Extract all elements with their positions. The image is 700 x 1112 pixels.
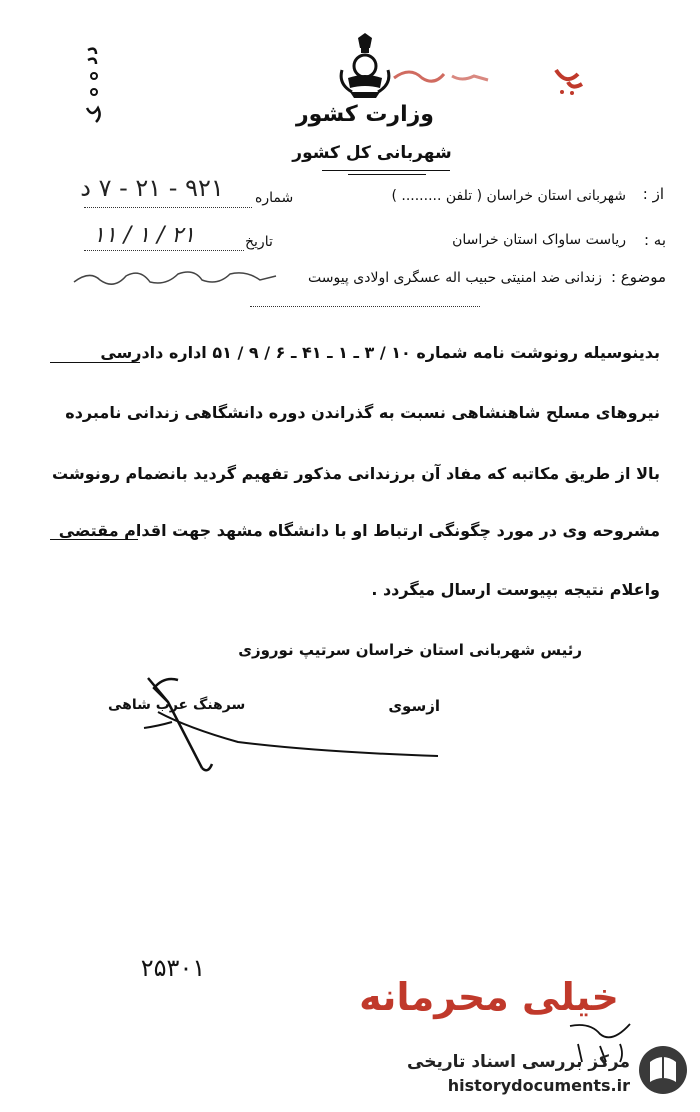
classification-text: خیلی محرمانه xyxy=(359,975,619,1019)
historydocuments-logo-icon xyxy=(636,1040,690,1100)
body-line-3: بالا از طریق مکاتبه که مفاد آن برزندانی مذکور تفهیم گردید بانضمام رونوشت xyxy=(52,464,660,483)
ministry-title: وزارت کشور xyxy=(296,102,434,127)
classification-stamp xyxy=(314,968,664,1028)
body-line-4: مشروحه وی در مورد چگونگی ارتباط او با دانشگاه مشهد جهت اقدام مقتضی xyxy=(58,521,660,540)
body-line-2: نیروهای مسلح شاهنشاهی نسبت به گذراندن دوره دانشگاهی زندانی نامبرده xyxy=(65,403,660,422)
watermark-url[interactable]: historydocuments.ir xyxy=(447,1076,630,1095)
to-label: به : xyxy=(643,231,666,249)
signer-title: رئیس شهربانی استان خراسان سرتیپ نوروزی xyxy=(238,641,582,659)
handwritten-signature xyxy=(118,668,448,778)
side-handwritten-marks xyxy=(82,46,106,126)
subject-label: موضوع : xyxy=(610,268,666,286)
line-filler xyxy=(50,538,138,540)
bottom-number-text: ۲۵۳۰۱ xyxy=(140,954,206,982)
department-title: شهربانی کل کشور xyxy=(292,143,452,163)
to-value: ریاست ساواک استان خراسان xyxy=(452,232,626,248)
watermark-title: مرکز بررسی اسناد تاریخی xyxy=(407,1052,630,1072)
bottom-handwritten-number xyxy=(108,948,238,988)
signatory-name: سرهنگ عرب شاهی xyxy=(108,697,246,713)
body-line-5: واعلام نتیجه بپیوست ارسال میگردد . xyxy=(371,580,660,599)
subject-line xyxy=(250,305,480,307)
handwritten-number-text: ۹۲۱ - ۲۱ - ۷ د xyxy=(80,174,224,202)
number-label: شماره xyxy=(255,190,294,206)
classification-stamp-top xyxy=(392,56,592,96)
date-label: تاریخ xyxy=(245,234,273,250)
handwritten-date-text: ۱۱ / ۱ / ۲۱ xyxy=(93,223,195,248)
title-divider-short xyxy=(348,174,426,176)
lion-and-sun-emblem-icon xyxy=(330,32,400,102)
title-divider xyxy=(322,170,450,172)
from-value: شهربانی استان خراسان ( تلفن ......... ) xyxy=(391,188,626,204)
subject-scribble xyxy=(70,264,280,292)
handwritten-date xyxy=(54,214,234,254)
handwritten-number xyxy=(42,168,262,208)
on-behalf-label: ازسوی xyxy=(388,697,440,715)
body-line-1: بدینوسیله رونوشت نامه شماره ۱۰ / ۳ ـ ۱ ـ ۴۱ ـ ۶ / ۹ / ۵۱ اداره دادرسی xyxy=(100,343,660,362)
subject-value: زندانی ضد امنیتی حبیب اله عسگری اولادی پیوست xyxy=(307,270,602,286)
line-filler xyxy=(50,361,140,363)
from-label: از : xyxy=(642,185,664,203)
